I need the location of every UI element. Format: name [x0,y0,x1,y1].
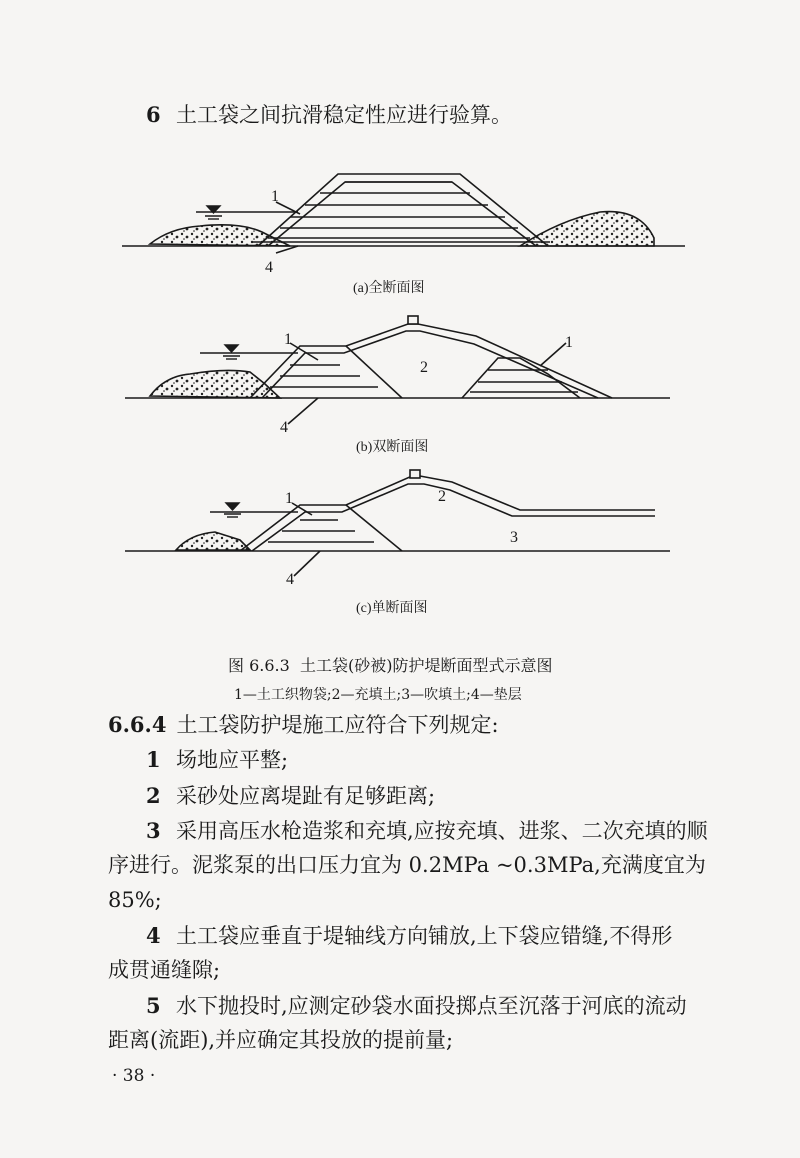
top-item-number: 6 [146,102,161,127]
figure-number: 图 6.6.3 [228,656,290,675]
label-1-a: 1 [271,188,279,205]
diagram-b [125,316,670,424]
section-title: 土工袋防护堤施工应符合下列规定: [176,713,499,737]
label-1-c: 1 [285,490,293,507]
section-number: 6.6.4 [108,712,167,737]
label-1-b-left: 1 [284,331,292,348]
label-3-c: 3 [510,529,518,546]
list-item-continuation: 距离(流距),并应确定其投放的提前量; [108,1028,454,1052]
figure-title: 土工袋(砂被)防护堤断面型式示意图 [299,656,553,675]
label-4-a: 4 [265,259,273,276]
list-item-continuation: 序进行。泥浆泵的出口压力宜为 0.2MPa ~0.3MPa,充满度宜为 [108,853,706,877]
label-4-b: 4 [280,419,288,436]
page-number: · 38 · [112,1066,156,1086]
figure-caption [228,653,552,676]
list-item: 3 采用高压水枪造浆和充填,应按充填、进浆、二次充填的顺 [146,818,708,843]
figure-legend: 1—土工织物袋;2—充填土;3—吹填土;4—垫层 [234,687,522,703]
water-symbol-c [224,503,241,517]
label-2-c: 2 [438,488,446,505]
label-4-c: 4 [286,571,294,588]
diagram-c [125,470,670,576]
list-item: 1 场地应平整; [146,747,289,772]
diagram-a [122,174,685,253]
label-2-b: 2 [420,359,428,376]
list-item-continuation: 85%; [108,888,162,912]
water-symbol-b [223,345,240,359]
list-item-continuation: 成贯通缝隙; [108,958,221,982]
label-1-b-right: 1 [565,334,573,351]
list-item: 4 土工袋应垂直于堤轴线方向铺放,上下袋应错缝,不得形 [146,923,673,948]
subfigure-a-caption: (a)全断面图 [353,281,425,296]
list-item: 2 采砂处应离堤趾有足够距离; [146,783,436,808]
subfigure-c-caption: (c)单断面图 [356,601,428,616]
subfigure-b-caption: (b)双断面图 [356,440,429,455]
list-item: 5 水下抛投时,应测定砂袋水面投掷点至沉落于河底的流动 [146,993,687,1018]
section-heading [108,712,499,738]
top-item-text: 土工袋之间抗滑稳定性应进行验算。 [176,103,512,127]
